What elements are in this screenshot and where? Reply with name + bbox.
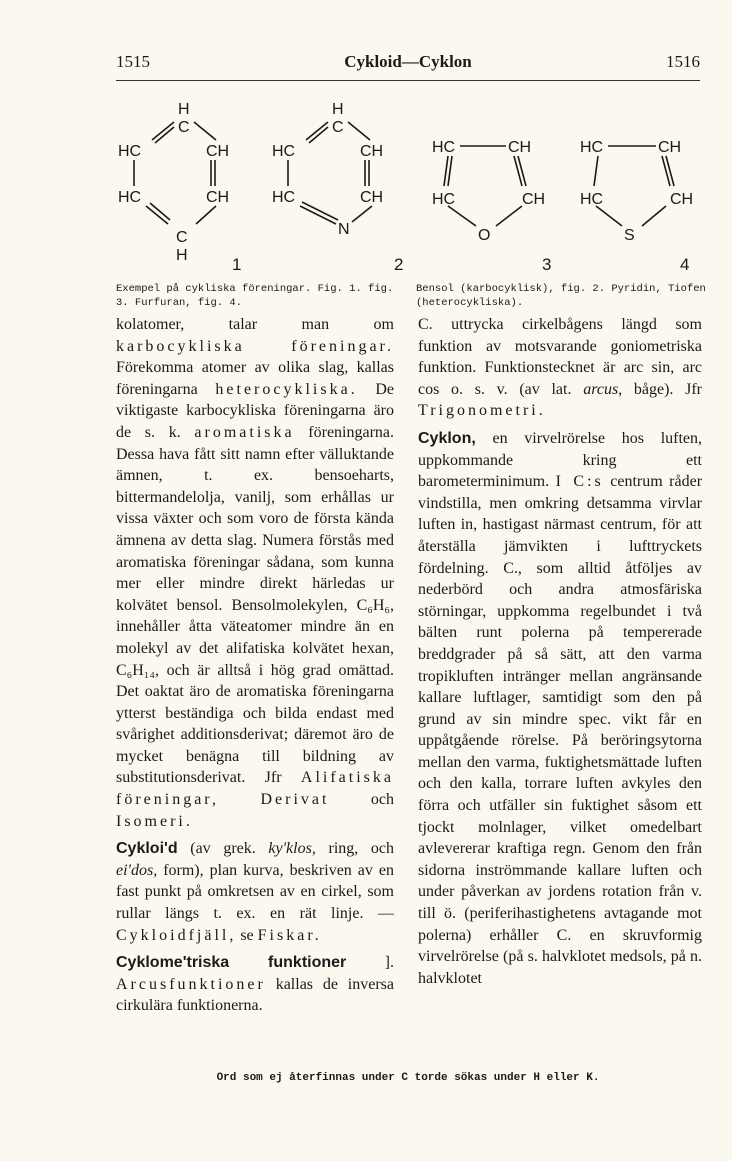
- s3-tl: HC: [432, 139, 456, 156]
- spaced-term: Cykloidfjäll,: [116, 926, 237, 944]
- text: form), plan kurva, beskriven av en fast punkt på omkretsen av en cirkel, som rullar längs t. ex. en rät linje. —: [116, 861, 395, 923]
- cross-ref: Derivat: [260, 791, 330, 809]
- cross-ref: Trigonometri.: [418, 402, 546, 420]
- caption-left: Exempel på cykliska föreningar. Fig. 1. fig. 3. Furfuran, fig. 4.: [116, 283, 394, 309]
- s1-r2: CH: [206, 189, 230, 206]
- italic-term: ei'dos,: [116, 861, 158, 879]
- headword: Cyklome'triska funktioner: [116, 954, 347, 972]
- spaced-term: I C:s: [555, 473, 604, 491]
- spaced-term: Arcusfunktioner: [116, 975, 266, 993]
- page-footer-note: Ord som ej återfinnas under C torde sökas under H eller K.: [216, 1072, 600, 1084]
- left-column: [116, 314, 394, 1017]
- s2-l2: HC: [272, 189, 296, 206]
- s1-h-top: H: [178, 101, 190, 118]
- spaced-term: heterocykliska.: [215, 380, 358, 398]
- text: C. uttrycka cirkelbågens längd som funktion av motsvarande goniometriska funktion. Funktionstecknet är arc sin, arc cos o. s. v. (av lat.: [418, 316, 702, 398]
- paragraph-cyklometriska-cont: [418, 314, 702, 422]
- caption-right: Bensol (karbocyklisk), fig. 2. Pyridin, Tiofen (heterocykliska).: [416, 283, 706, 309]
- s3-bl: HC: [432, 191, 456, 208]
- paragraph-karbocykliska: [116, 314, 394, 832]
- italic-term: arcus,: [583, 380, 623, 398]
- s4-bl: HC: [580, 191, 604, 208]
- header-rule: [116, 80, 700, 81]
- fig-number-4: 4: [680, 255, 690, 274]
- s1-r1: CH: [206, 143, 230, 160]
- cross-ref: Fiskar.: [257, 926, 322, 944]
- text: De viktigaste karbocykliska föreningarna äro de s. k.: [116, 380, 394, 441]
- s2-c-top: C: [332, 119, 344, 136]
- fig-number-3: 3: [542, 255, 552, 274]
- s2-n: N: [338, 221, 350, 238]
- s4-tl: HC: [580, 139, 604, 156]
- text: ].: [384, 954, 394, 972]
- s1-h-bottom: H: [176, 247, 188, 264]
- fig-number-2: 2: [394, 255, 404, 274]
- s2-r2: CH: [360, 189, 384, 206]
- headword: Cykloi'd: [116, 840, 178, 858]
- s1-l2: HC: [118, 189, 142, 206]
- s1-l1: HC: [118, 143, 142, 160]
- entry-cykloid: [116, 838, 394, 946]
- cross-ref: Alifatiska föreningar,: [116, 769, 394, 809]
- cross-ref: Isomeri.: [116, 812, 193, 830]
- s1-c-bottom: C: [176, 229, 188, 246]
- text: centrum råder vindstilla, men omkring detsamma virvlar luften in, hastigast närmast centrum, för att återställa jämvikten i lufttryckets fördelning. C., som alltid åtföljes av nederbörd och andra atmosfäriska störningar, uppkomma regelbundet i två bälten runt polerna på tempererade breddgrader på så sätt, att den varma tropikluften intränger mellan angränsande kallare luftlager, samtidigt som den på grund av sin mindre spec. vikt får en uppåtgående rörelse. På beröringsytorna mellan den varma, fuktighetsmättade luften och den kalla, torrare luften avkyles den förra och utfäller sin fuktighet såsom ett tjockt molnlager, vilket omedelbart avlevererar kraftiga regn. Genom den från sidorna inströmmande kallare luften och under påverkan av jordens rotation från v. till ö. (periferihastighetens avtagande mot polerna) erhåller C. en skruvformig virvelrörelse (på s. halvklotet medsols, på n. halvklotet: [418, 473, 703, 987]
- headword: Cyklon,: [418, 429, 476, 447]
- spaced-term: karbocykliska föreningar.: [116, 337, 394, 355]
- text: båge). Jfr: [633, 380, 703, 398]
- s2-l1: HC: [272, 143, 296, 160]
- spaced-term: aromatiska: [194, 423, 295, 441]
- text: (av grek.: [190, 840, 256, 858]
- text: Förekomma atomer av olika slag, kallas föreningarna: [116, 359, 394, 398]
- s4-br: CH: [670, 191, 694, 208]
- entry-cyklometriska: [116, 952, 394, 1017]
- right-column: [418, 314, 702, 989]
- fig-number-1: 1: [232, 255, 242, 274]
- s3-tr: CH: [508, 139, 532, 156]
- page-number-right: 1516: [666, 52, 700, 71]
- chemical-structures-figure: [110, 94, 710, 284]
- page-header: [116, 52, 700, 80]
- entry-cyklon: [418, 428, 702, 989]
- s4-tr: CH: [658, 139, 682, 156]
- text: en virvelrörelse hos luften, uppkommande kring ett barometerminimum.: [418, 429, 703, 491]
- s3-o: O: [478, 227, 491, 244]
- text: och: [370, 791, 394, 809]
- italic-term: ky'klos,: [268, 840, 316, 858]
- text: se: [240, 926, 254, 944]
- running-title: Cykloid—Cyklon: [344, 52, 472, 71]
- text: ring, och: [328, 840, 395, 858]
- page-number-left: 1515: [116, 52, 150, 71]
- s4-s: S: [624, 227, 635, 244]
- text: föreningarna. Dessa hava fått sitt namn efter välluktande ämnen, t. ex. bensoeharts, bittermandelolja, vanilj, som erhållas ur vissa växter och som voro de första kända ämnena av detta slag. Numera förstås med aromatiska föreningar sådana, som kunna mer eller mindre direkt härledas ur kolvätet bensol. Bensolmolekylen, C₆H₆, innehåller åtta väteatomer mindre än en molekyl av det alifatiska kolvätet hexan, C₆H₁₄, och är alltså i hög grad omättad. Det oaktat äro de aromatiska föreningarna ytterst beständiga och bilda endast med svårighet additionsderivat; däremot äro de mycket benägna till bildning av substitutionsderivat. Jfr: [116, 423, 395, 787]
- text: kallas de inversa cirkulära funktionerna.: [116, 975, 395, 1015]
- s3-br: CH: [522, 191, 546, 208]
- s2-h-top: H: [332, 101, 344, 118]
- s1-c-top: C: [178, 119, 190, 136]
- s2-r1: CH: [360, 143, 384, 160]
- text: kolatomer, talar man om: [116, 316, 394, 333]
